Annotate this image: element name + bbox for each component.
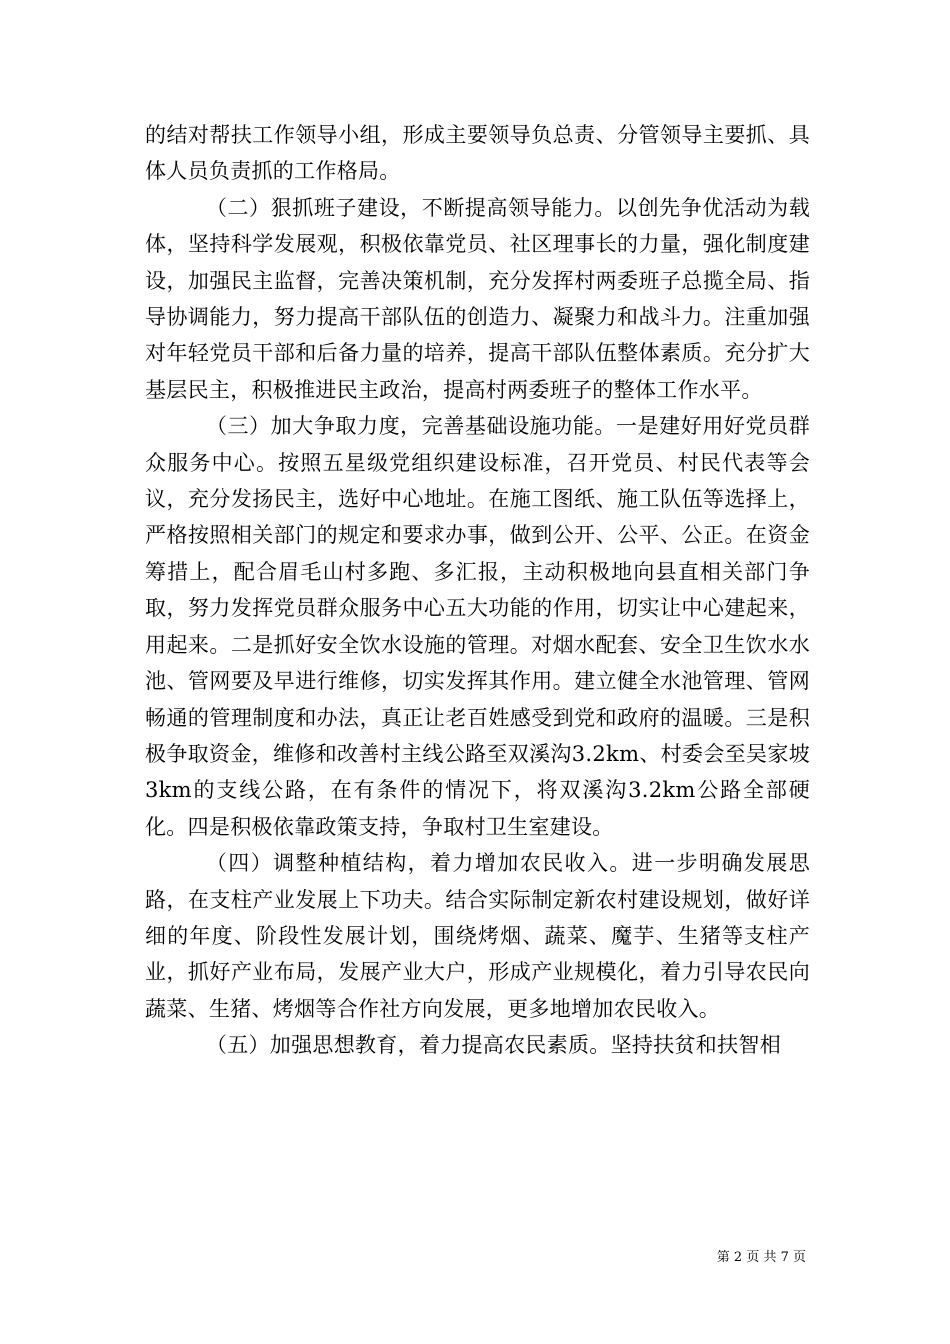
- page-number-footer: 第 2 页 共 7 页: [716, 1250, 806, 1265]
- paragraph-planting: （四）调整种植结构，着力增加农民收入。进一步明确发展思路，在支柱产业发展上下功夫。结合实际制定新农村建设规划，做好详细的年度、阶段性发展计划，围绕烤烟、蔬菜、魔芋、生猪等支柱产业，抓好产业布局，发展产业大户，形成产业规模化，着力引导农民向蔬菜、生猪、烤烟等合作社方向发展，更多地增加农民收入。: [145, 851, 810, 1021]
- paragraph-leadership: （二）狠抓班子建设，不断提高领导能力。以创先争优活动为载体，坚持科学发展观，积极依靠党员、社区理事长的力量，强化制度建设，加强民主监督，完善决策机制，充分发挥村两委班子总揽全局、指导协调能力，努力提高干部队伍的创造力、凝聚力和战斗力。注重加强对年轻党员干部和后备力量的培养，提高干部队伍整体素质。充分扩大基层民主，积极推进民主政治，提高村两委班子的整体工作水平。: [145, 195, 810, 402]
- document-body: [145, 117, 810, 1064]
- paragraph-continuation: 的结对帮扶工作领导小组，形成主要领导负总责、分管领导主要抓、具体人员负责抓的工作格局。: [145, 123, 810, 184]
- paragraph-education: （五）加强思想教育，着力提高农民素质。坚持扶贫和扶智相: [205, 1033, 781, 1058]
- paragraph-infrastructure: （三）加大争取力度，完善基础设施功能。一是建好用好党员群众服务中心。按照五星级党组织建设标准，召开党员、村民代表等会议，充分发扬民主，选好中心地址。在施工图纸、施工队伍等选择上，严格按照相关部门的规定和要求办事，做到公开、公平、公正。在资金筹措上，配合眉毛山村多跑、多汇报，主动积极地向县直相关部门争取，努力发挥党员群众服务中心五大功能的作用，切实让中心建起来，用起来。二是抓好安全饮水设施的管理。对烟水配套、安全卫生饮水水池、管网要及早进行维修，切实发挥其作用。建立健全水池管理、管网畅通的管理制度和办法，真正让老百姓感受到党和政府的温暖。三是积极争取资金，维修和改善村主线公路至双溪沟3.2km、村委会至吴家坡3km的支线公路，在有条件的情况下，将双溪沟3.2km公路全部硬化。四是积极依靠政策支持，争取村卫生室建设。: [145, 414, 810, 839]
